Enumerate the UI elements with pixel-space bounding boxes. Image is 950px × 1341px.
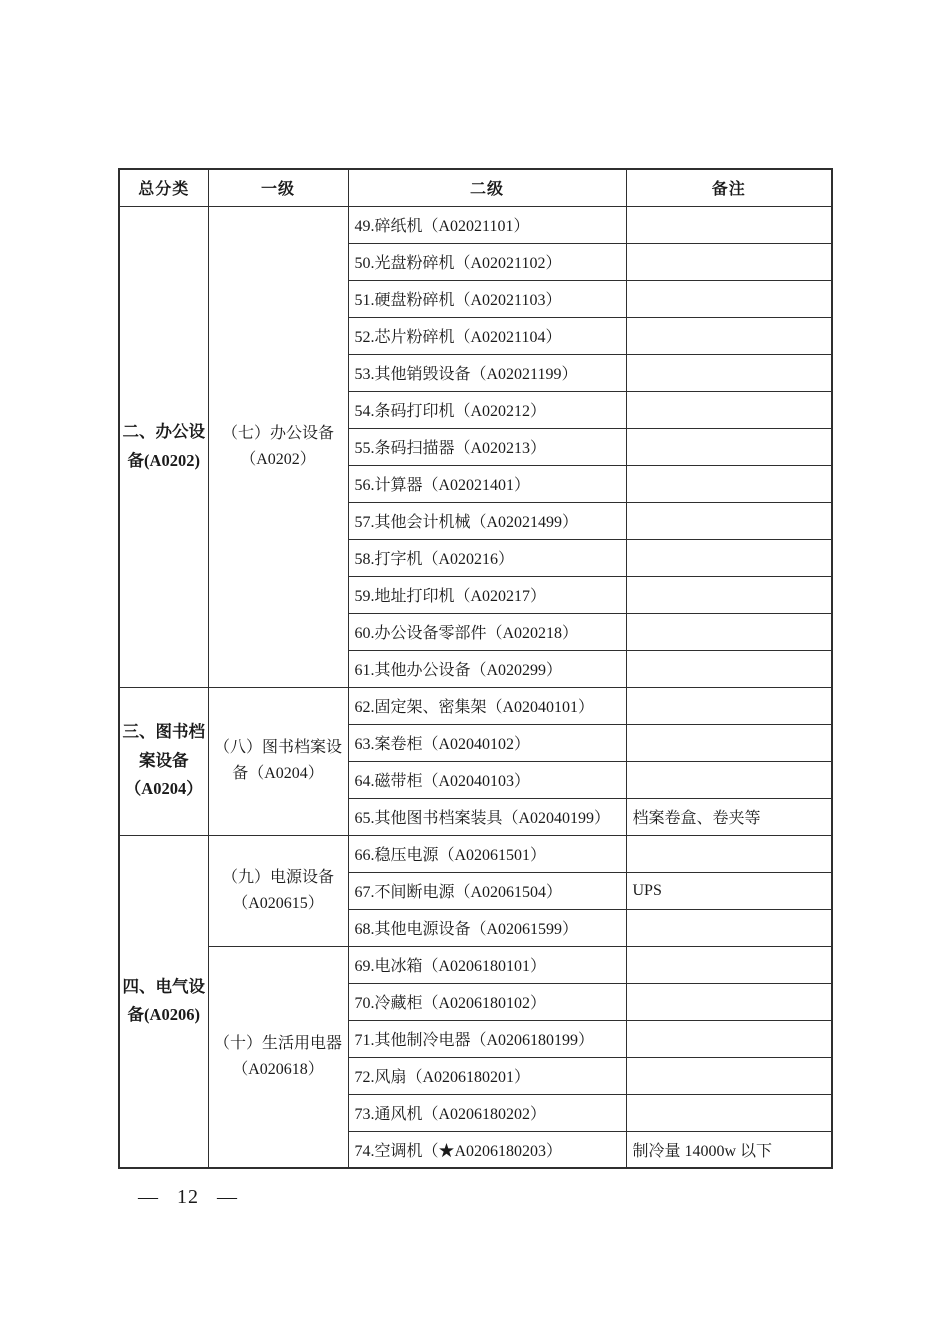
table-row xyxy=(119,946,832,983)
remark-cell xyxy=(626,539,832,576)
remark-cell xyxy=(626,243,832,280)
remark-cell xyxy=(626,465,832,502)
remark-cell xyxy=(626,687,832,724)
item-cell: 61.其他办公设备（A020299） xyxy=(348,650,626,687)
item-cell: 71.其他制冷电器（A0206180199） xyxy=(348,1020,626,1057)
table-row xyxy=(119,687,832,724)
item-cell: 56.计算器（A02021401） xyxy=(348,465,626,502)
item-cell: 58.打字机（A020216） xyxy=(348,539,626,576)
column-header-level1: 一级 xyxy=(208,169,348,206)
category-cell-electrical: 四、电气设备(A0206) xyxy=(119,835,208,1168)
item-cell: 74.空调机（★A0206180203） xyxy=(348,1131,626,1168)
item-cell: 51.硬盘粉碎机（A02021103） xyxy=(348,280,626,317)
item-cell: 60.办公设备零部件（A020218） xyxy=(348,613,626,650)
level1-cell-library-archive: （八）图书档案设备（A0204） xyxy=(208,687,348,835)
remark-cell xyxy=(626,761,832,798)
remark-cell xyxy=(626,946,832,983)
item-cell: 66.稳压电源（A02061501） xyxy=(348,835,626,872)
table-row xyxy=(119,835,832,872)
item-cell: 54.条码打印机（A020212） xyxy=(348,391,626,428)
item-cell: 49.碎纸机（A02021101） xyxy=(348,206,626,243)
remark-cell xyxy=(626,650,832,687)
item-cell: 52.芯片粉碎机（A02021104） xyxy=(348,317,626,354)
item-cell: 68.其他电源设备（A02061599） xyxy=(348,909,626,946)
remark-cell xyxy=(626,576,832,613)
remark-cell xyxy=(626,502,832,539)
item-cell: 69.电冰箱（A0206180101） xyxy=(348,946,626,983)
remark-cell xyxy=(626,1057,832,1094)
item-cell: 50.光盘粉碎机（A02021102） xyxy=(348,243,626,280)
page-number: — 12 — xyxy=(138,1186,238,1208)
remark-cell xyxy=(626,428,832,465)
item-cell: 65.其他图书档案装具（A02040199） xyxy=(348,798,626,835)
category-cell-office: 二、办公设备(A0202) xyxy=(119,206,208,687)
equipment-classification-table xyxy=(118,168,833,1169)
remark-cell xyxy=(626,354,832,391)
remark-cell: UPS xyxy=(626,872,832,909)
remark-cell xyxy=(626,724,832,761)
remark-cell xyxy=(626,1020,832,1057)
remark-cell xyxy=(626,983,832,1020)
level1-cell-office: （七）办公设备（A0202） xyxy=(208,206,348,687)
item-cell: 59.地址打印机（A020217） xyxy=(348,576,626,613)
item-cell: 55.条码扫描器（A020213） xyxy=(348,428,626,465)
remark-cell xyxy=(626,317,832,354)
item-cell: 67.不间断电源（A02061504） xyxy=(348,872,626,909)
remark-cell xyxy=(626,909,832,946)
item-cell: 72.风扇（A0206180201） xyxy=(348,1057,626,1094)
item-cell: 63.案卷柜（A02040102） xyxy=(348,724,626,761)
category-cell-library-archive: 三、图书档案设备（A0204） xyxy=(119,687,208,835)
remark-cell: 档案卷盒、卷夹等 xyxy=(626,798,832,835)
column-header-remark: 备注 xyxy=(626,169,832,206)
remark-cell xyxy=(626,280,832,317)
level1-cell-power-supply: （九）电源设备（A020615） xyxy=(208,835,348,946)
remark-cell xyxy=(626,835,832,872)
item-cell: 62.固定架、密集架（A02040101） xyxy=(348,687,626,724)
item-cell: 57.其他会计机械（A02021499） xyxy=(348,502,626,539)
remark-cell xyxy=(626,391,832,428)
remark-cell xyxy=(626,613,832,650)
level1-cell-household-appliances: （十）生活用电器（A020618） xyxy=(208,946,348,1168)
header-row xyxy=(119,169,832,206)
item-cell: 53.其他销毁设备（A02021199） xyxy=(348,354,626,391)
remark-cell: 制冷量 14000w 以下 xyxy=(626,1131,832,1168)
remark-cell xyxy=(626,206,832,243)
table-row xyxy=(119,206,832,243)
column-header-category: 总分类 xyxy=(119,169,208,206)
column-header-level2: 二级 xyxy=(348,169,626,206)
item-cell: 64.磁带柜（A02040103） xyxy=(348,761,626,798)
remark-cell xyxy=(626,1094,832,1131)
item-cell: 70.冷藏柜（A0206180102） xyxy=(348,983,626,1020)
item-cell: 73.通风机（A0206180202） xyxy=(348,1094,626,1131)
